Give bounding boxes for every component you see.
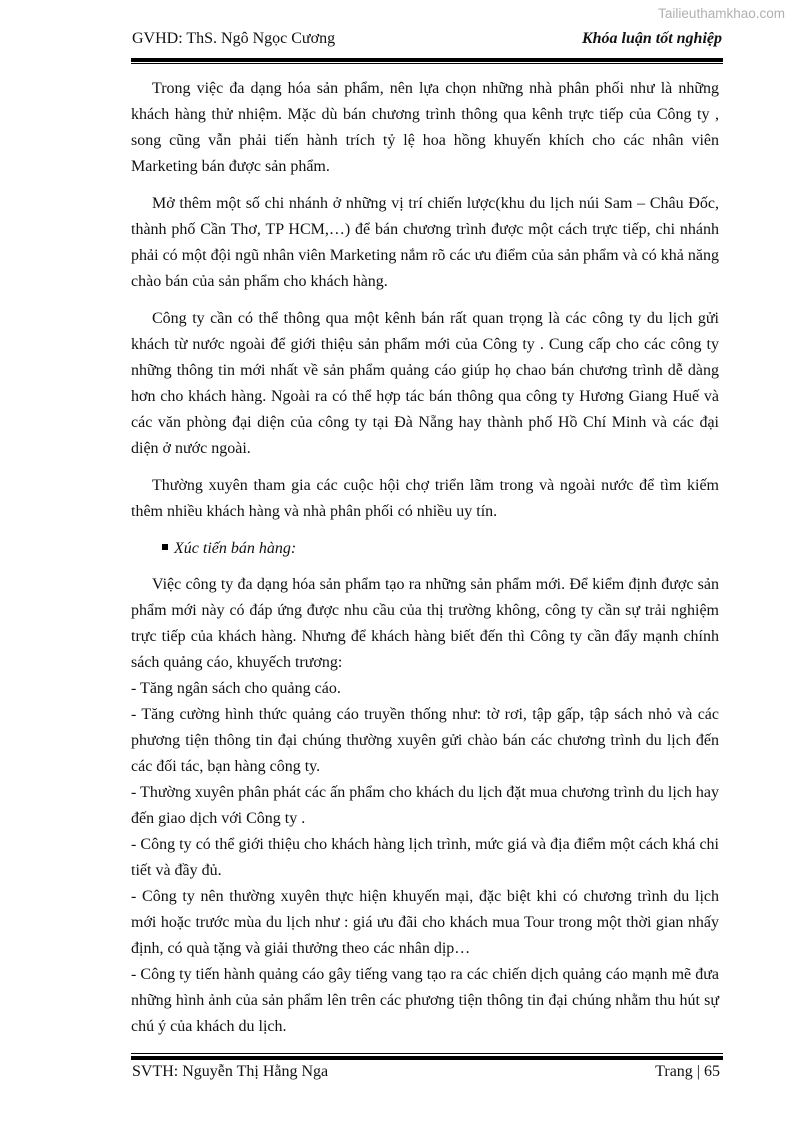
paragraph: Mở thêm một số chi nhánh ở những vị trí chiến lược(khu du lịch núi Sam – Châu Đốc, thành phố Cần Thơ, TP HCM,…) để bán chương trình được một cách trực tiếp, chi nhánh phải có một đội ngũ nhân viên Marketing nắm rõ các ưu điểm của sản phẩm và có khả năng chào bán của sản phẩm cho khách hàng. — [131, 195, 719, 290]
list-item: - Công ty tiến hành quảng cáo gây tiếng vang tạo ra các chiến dịch quảng cáo mạnh mẽ đưa những hình ảnh của sản phẩm lên trên các phương tiện thông tin đại chúng nhằm thu hút sự chú ý của khách du lịch. — [131, 966, 719, 1035]
header-advisor: GVHD: ThS. Ngô Ngọc Cương — [132, 30, 336, 47]
square-bullet-icon — [162, 544, 168, 550]
list-item: - Công ty nên thường xuyên thực hiện khuyến mại, đặc biệt khi có chương trình du lịch mới hoặc trước mùa du lịch như : giá ưu đãi cho khách mua Tour trong một thời gian nhấy định, có quà tặng và giải thưởng theo các nhân dịp… — [131, 888, 719, 957]
list-item: - Thường xuyên phân phát các ấn phẩm cho khách du lịch đặt mua chương trình du lịch hay đến giao dịch với Công ty . — [131, 784, 719, 827]
paragraph: Thường xuyên tham gia các cuộc hội chợ triển lãm trong và ngoài nước để tìm kiếm thêm nhiều khách hàng và nhà phân phối có nhiều uy tín. — [131, 477, 719, 520]
section-heading-text: Xúc tiến bán hàng: — [174, 540, 297, 557]
page-number: Trang | 65 — [655, 1063, 720, 1080]
list-item: - Tăng cường hình thức quảng cáo truyền thống như: tờ rơi, tập gấp, tập sách nhỏ và các phương tiện thông tin đại chúng thường xuyên gửi chào bán các chương trình du lịch đến các đối tác, bạn hàng công ty. — [131, 706, 719, 775]
header-rule-thick — [131, 58, 723, 62]
header-rule-thin — [131, 63, 723, 64]
watermark: Tailieuthamkhao.com — [658, 6, 785, 21]
paragraph: Trong việc đa dạng hóa sản phẩm, nên lựa chọn những nhà phân phối như là những khách hàng thử nhiệm. Mặc dù bán chương trình thông qua kênh trực tiếp của Công ty , song cũng vẫn phải tiến hành trích tỷ lệ hoa hồng khuyến khích cho các nhân viên Marketing bán được sản phẩm. — [131, 80, 719, 175]
footer-rule-thin — [131, 1053, 723, 1054]
section-heading — [162, 536, 719, 562]
page-header — [132, 30, 722, 54]
footer-rule-thick — [131, 1056, 723, 1060]
paragraph: Công ty cần có thể thông qua một kênh bán rất quan trọng là các công ty du lịch gửi khách từ nước ngoài để giới thiệu sản phẩm mới của Công ty . Cung cấp cho các công ty những thông tin mới nhất về sản phẩm quảng cáo giúp họ chao bán chương trình dễ dàng hơn cho khách hàng. Ngoài ra có thể hợp tác bán thông qua công ty Hương Giang Huế và các văn phòng đại diện của công ty tại Đà Nẵng hay thành phố Hồ Chí Minh và các đại diện ở nước ngoài. — [131, 310, 719, 457]
page-body — [131, 76, 719, 1040]
footer-author: SVTH: Nguyễn Thị Hằng Nga — [132, 1063, 329, 1080]
header-title: Khóa luận tốt nghiệp — [581, 30, 722, 47]
list-item: - Tăng ngân sách cho quảng cáo. — [131, 680, 341, 697]
section-intro: Việc công ty đa dạng hóa sản phẩm tạo ra những sản phẩm mới. Để kiểm định được sản phẩm mới này có đáp ứng được nhu cầu của thị trường không, công ty cần sự trải nghiệm trực tiếp của khách hàng. Nhưng để khách hàng biết đến thì Công ty cần đẩy mạnh chính sách quảng cáo, khuyếch trương: — [131, 576, 719, 671]
list-item: - Công ty có thể giới thiệu cho khách hàng lịch trình, mức giá và địa điểm một cách khá chi tiết và đầy đủ. — [131, 836, 719, 879]
